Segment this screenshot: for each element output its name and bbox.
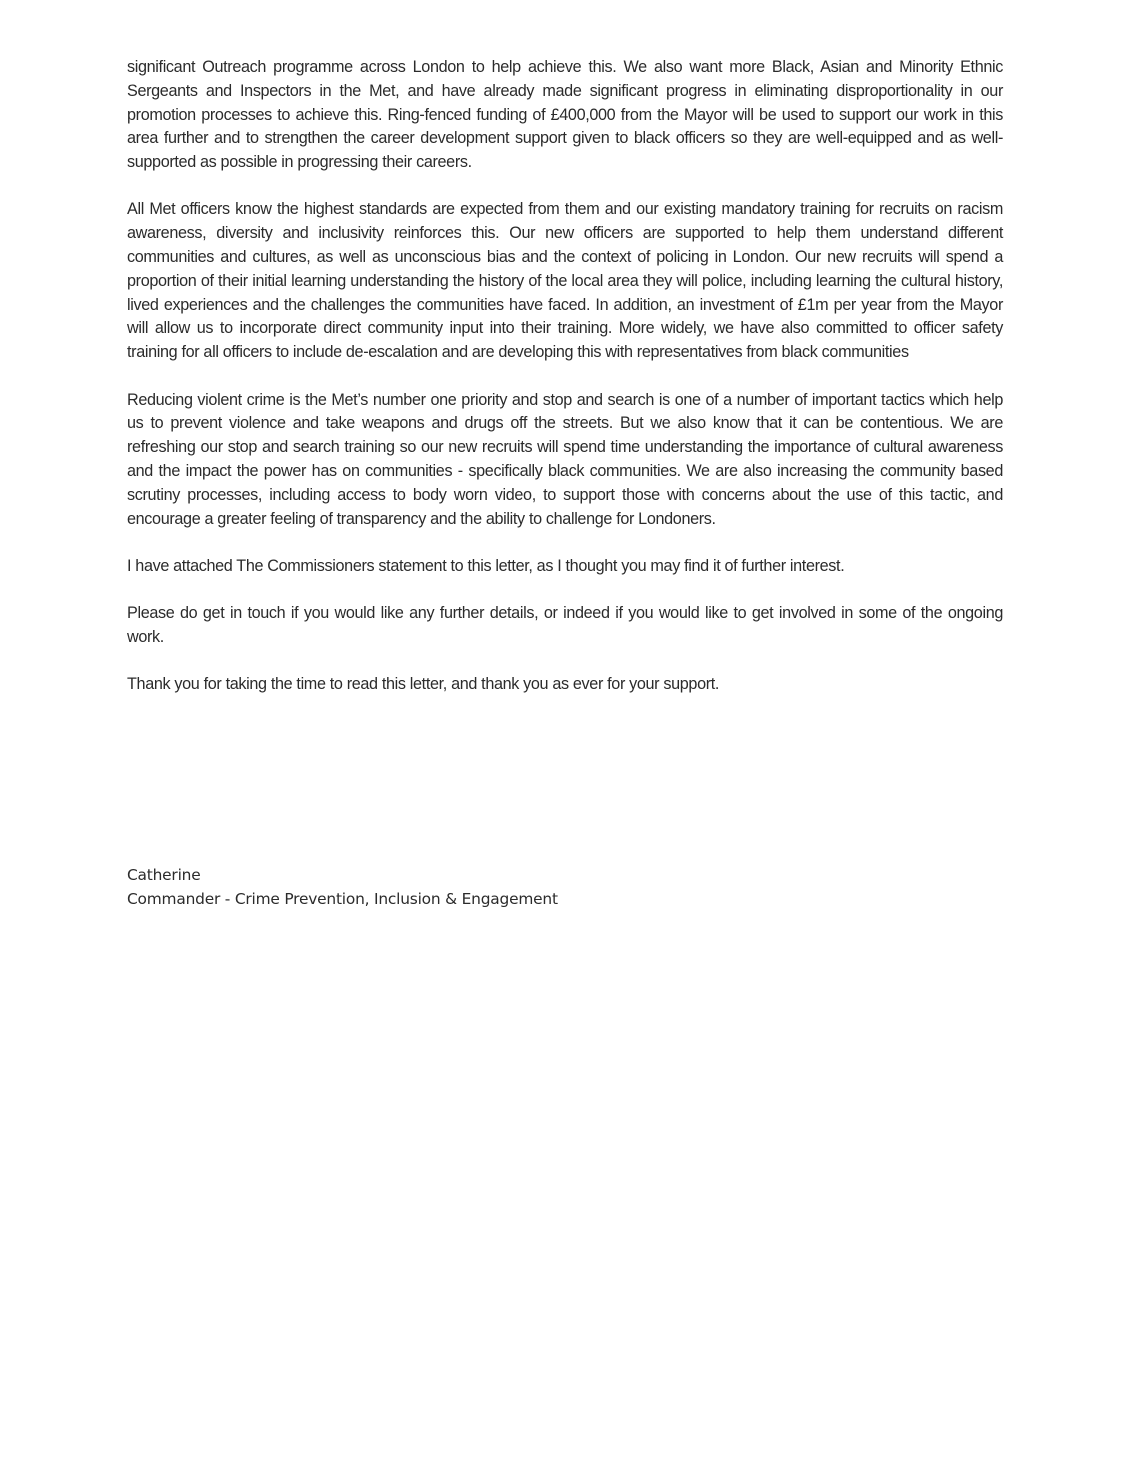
paragraph-attachment-note: I have attached The Commissioners statement to this letter, as I thought you may find it of further interest. [127,556,845,575]
letter-body [127,56,1003,721]
paragraph-stop-and-search: Reducing violent crime is the Met’s number one priority and stop and search is one of a number of important tactics which help us to prevent violence and take weapons and drugs off the streets. But we also know that it can be contentious. We are refreshing our stop and search training so our new recruits will spend time understanding the importance of cultural awareness and the impact the power has on communities - specifically black communities. We are also increasing the community based scrutiny processes, including access to body worn video, to support those with concerns about the use of this tactic, and encourage a greater feeling of transparency and the ability to challenge for Londoners. [127,390,1003,528]
signature-name: Catherine [127,866,201,884]
paragraph-training-standards: All Met officers know the highest standards are expected from them and our existing mandatory training for recruits on racism awareness, diversity and inclusivity reinforces this. Our new officers are supported to help them understand different communities and cultures, as well as unconscious bias and the context of policing in London. Our new recruits will spend a proportion of their initial learning understanding the history of the local area they will police, including learning the cultural history, lived experiences and the challenges the communities have faced. In addition, an investment of £1m per year from the Mayor will allow us to incorporate direct community input into their training. More widely, we have also committed to officer safety training for all officers to include de-escalation and are developing this with representatives from black communities [127,200,1003,362]
paragraph-get-in-touch: Please do get in touch if you would like any further details, or indeed if you would like to get involved in some of the ongoing work. [127,604,1003,646]
paragraph-outreach-funding: significant Outreach programme across London to help achieve this. We also want more Black, Asian and Minority Ethnic Sergeants and Inspectors in the Met, and have already made significant progress in eliminating disproportionality in our promotion processes to achieve this. Ring-fenced funding of £400,000 from the Mayor will be used to support our work in this area further and to strengthen the career development support given to black officers so they are well-equipped and as well-supported as possible in progressing their careers. [127,58,1003,172]
signature-title: Commander - Crime Prevention, Inclusion & Engagement [127,889,558,908]
signature-block [127,864,558,911]
paragraph-thank-you: Thank you for taking the time to read this letter, and thank you as ever for your support. [127,675,720,694]
